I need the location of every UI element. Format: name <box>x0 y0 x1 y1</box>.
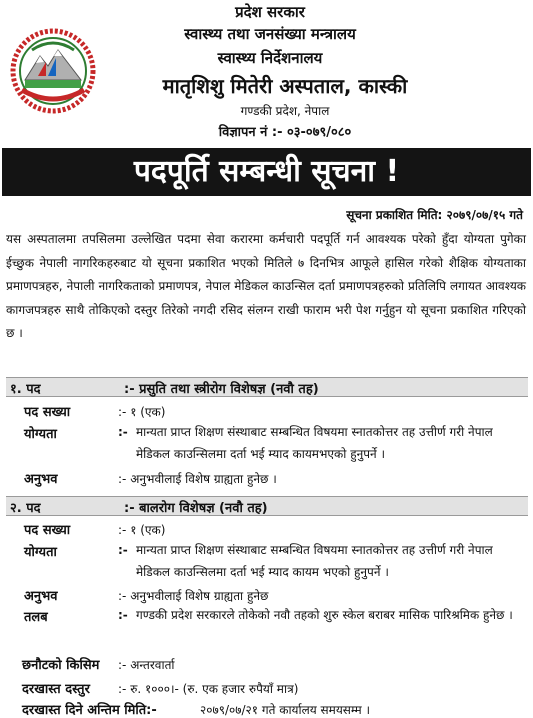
experience-label: अनुभव <box>24 472 58 487</box>
post-count-label: पद सख्या <box>24 405 71 420</box>
application-fee-label: दरखास्त दस्तुर <box>22 682 90 697</box>
post-count-value: :- १ (एक) <box>118 405 166 419</box>
notice-banner: पदपूर्ति सम्बन्धी सूचना ! <box>2 148 531 196</box>
salary-value: गण्डकी प्रदेश सरकारले तोकेको नवौ तहको शुरु स्केल बराबर मासिक पारिश्रमिक हुनेछ । <box>136 608 513 622</box>
experience-value: :- अनुभवीलाई विशेष ग्राह्यता हुनेछ । <box>118 472 277 486</box>
deadline-label: दरखास्त दिने अन्तिम मिति:- <box>22 703 157 718</box>
separator: :- <box>118 543 128 557</box>
government-name: प्रदेश सरकार <box>235 3 305 21</box>
position-number: १. पद <box>10 382 41 397</box>
separator: :- <box>118 425 128 439</box>
deadline-value: २०७९/०७/२१ गते कार्यालय समयसम्म । <box>200 703 371 717</box>
experience-label: अनुभव <box>24 589 58 604</box>
position-2-header <box>6 496 528 516</box>
selection-method-value: :- अन्तरवार्ता <box>118 658 175 672</box>
ministry-name: स्वास्थ्य तथा जनसंख्या मन्त्रालय <box>184 25 356 43</box>
qualification-value: मान्यता प्राप्त शिक्षण संस्थाबाट सम्बन्धित विषयमा स्नातकोत्तर तह उत्तीर्ण गरी नेपाल मेडिकल काउन्सिलमा दर्ता भई म्याद कायमभएको हुनुपर्ने । <box>136 425 493 461</box>
advertisement-number: विज्ञापन नं :- ०३-०७९/०८० <box>218 125 352 140</box>
position-title: :- बालरोग विशेषज्ञ (नवौ तह) <box>124 501 268 516</box>
post-count-label: पद सख्या <box>24 523 71 538</box>
location: गण्डकी प्रदेश, नेपाल <box>240 104 330 118</box>
qualification-label: योग्यता <box>24 427 57 442</box>
qualification-value: मान्यता प्राप्त शिक्षण संस्थाबाट सम्बन्धित विषयमा स्नातकोत्तर तह उत्तीर्ण गरी नेपाल मेडिकल काउन्सिलमा दर्ता भई म्याद कायम भएको हुनुपर्ने । <box>136 543 493 579</box>
selection-method-label: छनौटको किसिम <box>22 658 100 673</box>
directorate-name: स्वास्थ्य निर्देशनालय <box>217 49 323 67</box>
publish-date: सूचना प्रकाशित मिति: २०७९/०७/१५ गते <box>346 208 523 222</box>
qualification-label: योग्यता <box>24 545 57 560</box>
position-title: :- प्रसुति तथा स्त्रीरोग विशेषज्ञ (नवौ तह) <box>124 382 319 397</box>
salary-label: तलब <box>24 610 48 625</box>
post-count-value: :- १ (एक) <box>118 523 166 537</box>
position-1-header <box>6 377 528 397</box>
intro-paragraph: यस अस्पतालमा तपसिलमा उल्लेखित पदमा सेवा करारमा कर्मचारी पदपूर्ति गर्न आवश्यक परेको हुँदा योग्यता पुगेका ईच्छुक नेपाली नागरिकहरुबाट यो सूचना प्रकाशित भएको मितिले ७ दिनभित्र आफूले हासिल गरेको शैक्षिक योग्यताका प्रमाणपत्रहरु, नेपाली नागरिकताको प्रमाणपत्र, नेपाल मेडिकल काउन्सिल दर्ता प्रमाणपत्रहरुको प्रतिलिपि लगायत आवश्यक कागजपत्रहरु साथै तोकिएको दस्तुर तिरेको नगदी रसिद संलग्न राखी फाराम भरी पेश गर्नुहुन यो सूचना प्रकाशित गरिएको छ । <box>6 232 526 340</box>
position-number: २. पद <box>10 501 41 516</box>
experience-value: :- अनुभवीलाई विशेष ग्राह्यता हुनेछ <box>118 589 269 603</box>
hospital-name: मातृशिशु मितेरी अस्पताल, कास्की <box>162 74 408 98</box>
separator: :- <box>118 608 128 622</box>
application-fee-value: :- रु. १०००।- (रु. एक हजार रुपैयाँ मात्र) <box>118 682 299 696</box>
